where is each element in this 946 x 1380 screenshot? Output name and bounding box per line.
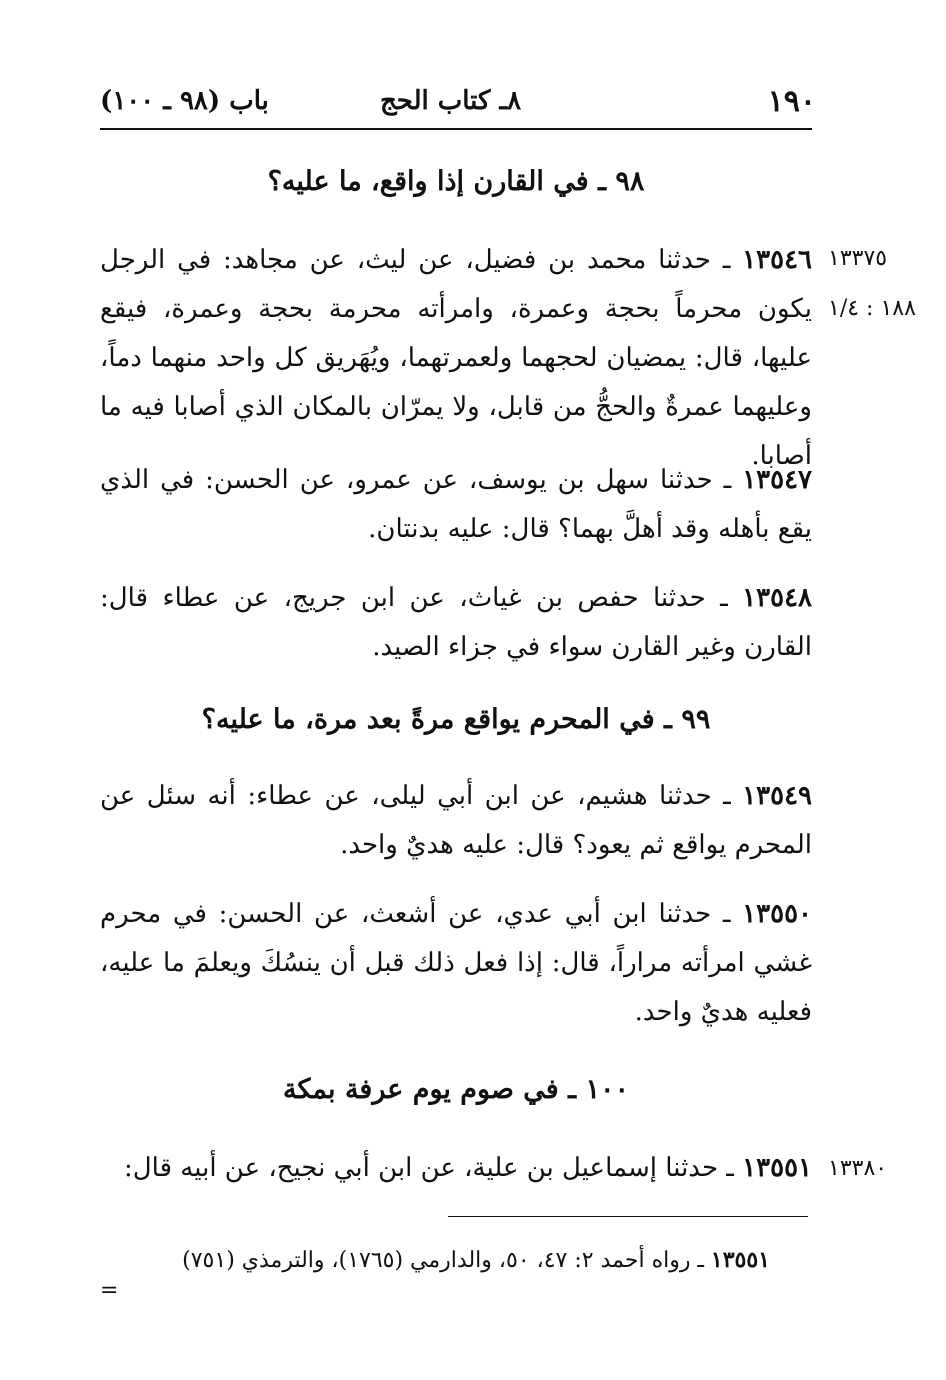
- section-heading-99: ٩٩ ـ في المحرم يواقع مرةً بعد مرة، ما عليه؟: [201, 704, 711, 735]
- footnote: [100, 1240, 770, 1281]
- hadith-text: ـ حدثنا إسماعيل بن علية، عن ابن أبي نجيح، عن أبيه قال:: [124, 1153, 734, 1183]
- section-heading-98: ٩٨ ـ في القارن إذا واقع، ما عليه؟: [267, 166, 645, 197]
- hadith-number: ١٣٥٤٦: [742, 245, 812, 275]
- hadith-13549: [100, 772, 812, 870]
- hadith-number: ١٣٥٥١: [742, 1153, 812, 1183]
- hadith-text: ـ حدثنا سهل بن يوسف، عن عمرو، عن الحسن: في الذي يقع بأهله وقد أهلَّ بهما؟ قال: عليه بدنتان.: [100, 465, 812, 544]
- hadith-13547: [100, 456, 812, 554]
- margin-ref-volume: ١٨٨ : ١/٤: [828, 296, 916, 321]
- hadith-number: ١٣٥٤٨: [742, 583, 812, 613]
- continuation-mark: =: [100, 1278, 119, 1303]
- hadith-number: ١٣٥٥٠: [742, 899, 812, 929]
- hadith-text: ـ حدثنا هشيم، عن ابن أبي ليلى، عن عطاء: أنه سئل عن المحرم يواقع ثم يعود؟ قال: عليه هديٌ واحد.: [100, 781, 812, 860]
- hadith-text: ـ حدثنا حفص بن غياث، عن ابن جريج، عن عطاء قال: القارن وغير القارن سواء في جزاء الصيد.: [100, 583, 812, 662]
- margin-ref-13380: ١٣٣٨٠: [828, 1156, 888, 1181]
- section-heading-100: ١٠٠ ـ في صوم يوم عرفة بمكة: [283, 1074, 629, 1105]
- footnote-text: ـ رواه أحمد ٢: ٤٧، ٥٠، والدارمي (١٧٦٥)، والترمذي (٧٥١): [182, 1248, 704, 1273]
- header-rule: [100, 128, 812, 130]
- hadith-number: ١٣٥٤٩: [742, 781, 813, 811]
- footnote-rule: [448, 1216, 808, 1217]
- hadith-text: ـ حدثنا محمد بن فضيل، عن ليث، عن مجاهد: في الرجل يكون محرماً بحجة وعمرة، وامرأته محرمة بحجة وعمرة، فيقع عليها، قال: يمضيان لحجهما ولعمرتهما، ويُهَريق كل واحد منهما دماً، وعليهما عمرةٌ والحجُّ من قابل، ولا يمرّان بالمكان الذي أصابا فيه ما أصابا.: [100, 245, 812, 471]
- hadith-13546: [100, 236, 812, 481]
- chapter-range: باب (٩٨ ـ ١٠٠): [100, 86, 269, 116]
- hadith-13550: [100, 890, 812, 1037]
- book-title: ٨ـ كتاب الحج: [380, 86, 522, 116]
- footnote-number: ١٣٥٥١: [710, 1247, 770, 1273]
- hadith-text: ـ حدثنا ابن أبي عدي، عن أشعث، عن الحسن: في محرم غشي امرأته مراراً، قال: إذا فعل ذلك قبل أن ينسُكَ ويعلمَ ما عليه، فعليه هديٌ واحد.: [100, 899, 812, 1027]
- hadith-13551: [100, 1144, 812, 1193]
- hadith-number: ١٣٥٤٧: [742, 465, 813, 495]
- hadith-13548: [100, 574, 812, 672]
- margin-ref-13375: ١٣٣٧٥: [828, 246, 888, 271]
- page-number: ١٩٠: [767, 84, 816, 119]
